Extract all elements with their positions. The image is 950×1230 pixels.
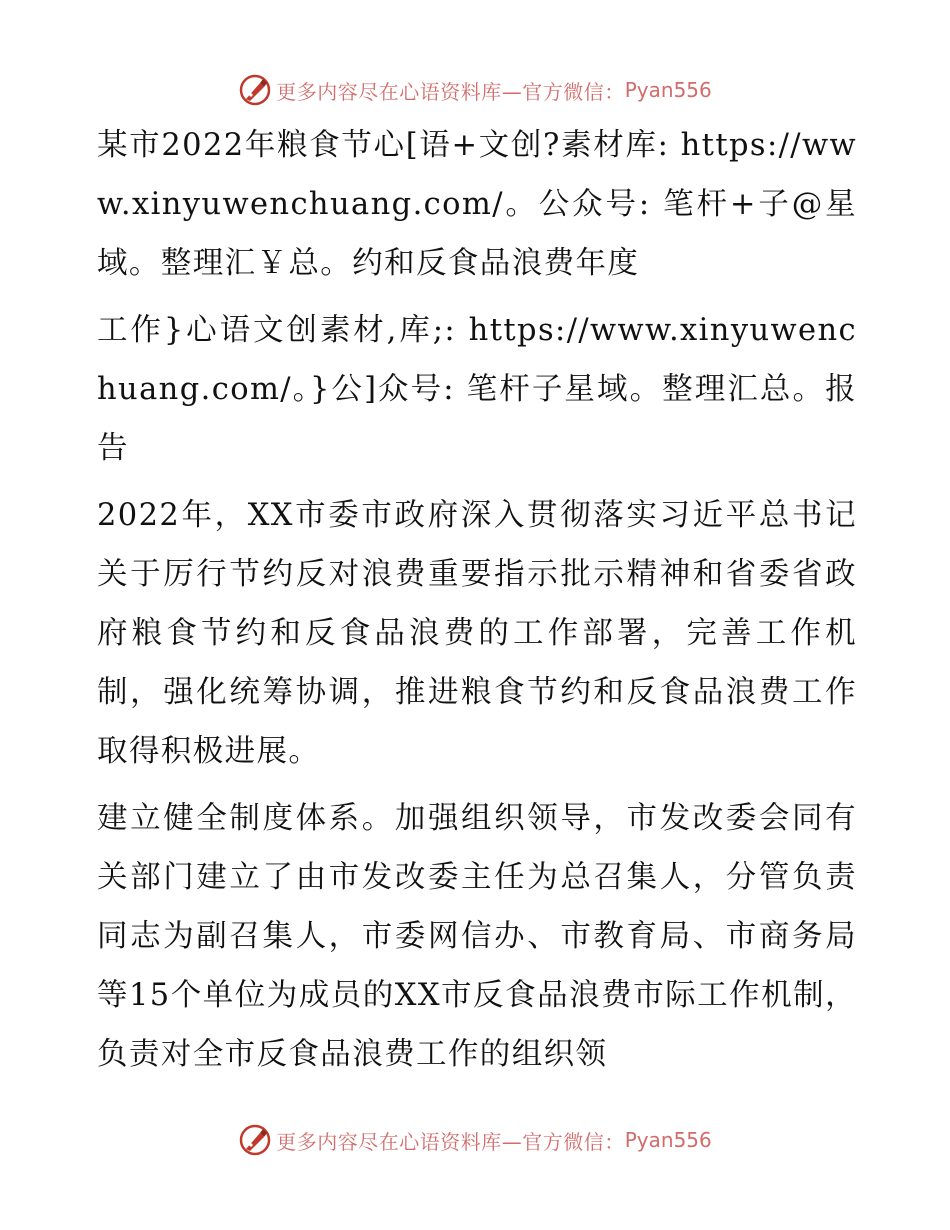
watermark-text: 更多内容尽在心语资料库—官方微信： xyxy=(276,79,625,104)
watermark-text: 更多内容尽在心语资料库—官方微信： xyxy=(276,1129,625,1154)
watermark-banner-top xyxy=(0,70,950,110)
paragraph-intro: 2022年，XX市委市政府深入贯彻落实习近平总书记关于厉行节约反对浪费重要指示批示精神和省委省政府粮食节约和反食品浪费的工作部署，完善工作机制，强化统筹协调，推进粮食节约和反食品浪费工作取得积极进展。 xyxy=(97,498,857,769)
paragraph-title-part1: 某市2022年粮食节心[语+文创?素材库: https://www.xinyuwenchuang.com/。公众号: 笔杆+子@星域。整理汇￥总。约和反食品浪费年度 xyxy=(97,128,857,281)
pen-nib-seal-icon xyxy=(238,1123,272,1157)
pen-nib-seal-icon xyxy=(238,73,272,107)
watermark-wechat-id: Pyan556 xyxy=(624,1128,712,1152)
paragraph-system: 建立健全制度体系。加强组织领导，市发改委会同有关部门建立了由市发改委主任为总召集人，分管负责同志为副召集人，市委网信办、市教育局、市商务局等15个单位为成员的XX市反食品浪费市际工作机制，负责对全市反食品浪费工作的组织领 xyxy=(97,801,857,1072)
document-body xyxy=(97,116,857,1084)
paragraph-title-part2: 工作}心语文创素材,库;: https://www.xinyuwenchuang.com/。}公]众号: 笔杆子星域。整理汇总。报告 xyxy=(97,313,857,466)
watermark-banner-bottom xyxy=(0,1120,950,1160)
watermark-wechat-id: Pyan556 xyxy=(624,78,712,102)
